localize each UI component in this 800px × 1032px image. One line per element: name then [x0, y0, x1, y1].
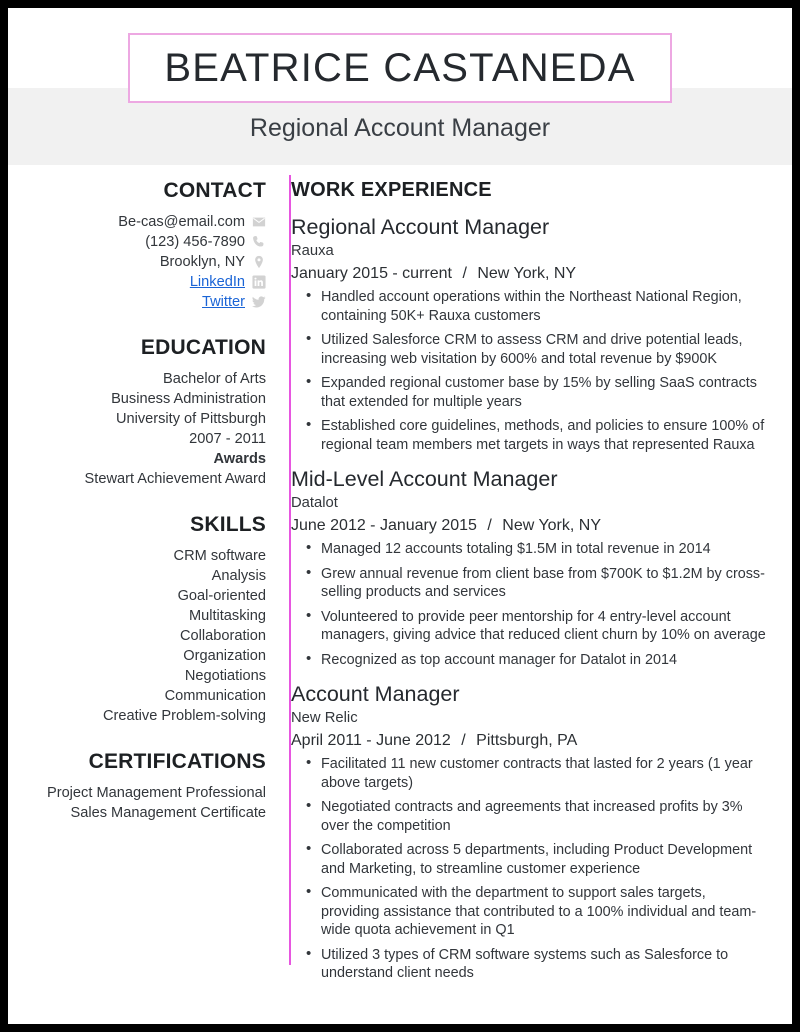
- education-awards-label: Awards: [213, 451, 266, 467]
- section-heading-contact: CONTACT: [163, 179, 266, 202]
- job-bullet-list: [291, 288, 768, 454]
- certification-item: Project Management Professional: [46, 785, 266, 801]
- job-dates: January 2015 - current: [291, 265, 452, 282]
- skill-item: Negotiations: [184, 668, 266, 684]
- skill-item: Goal-oriented: [177, 588, 266, 604]
- job-dates: June 2012 - January 2015: [291, 517, 477, 534]
- job-bullet: • Handled account operations within the Northeast National Region, containing 50K+ Rauxa customers: [321, 288, 768, 325]
- skill-item: Analysis: [211, 568, 266, 584]
- job-company: Rauxa: [291, 243, 334, 259]
- resume-header: [8, 8, 792, 165]
- education-school: University of Pittsburgh: [115, 411, 266, 427]
- contact-item-twitter[interactable]: [22, 292, 266, 312]
- map-pin-icon: [252, 255, 266, 269]
- job-bullet: • Negotiated contracts and agreements that increased profits by 3% over the competition: [321, 798, 768, 835]
- education-award: Stewart Achievement Award: [84, 471, 266, 487]
- section-heading-education: EDUCATION: [140, 336, 266, 359]
- job-meta: [291, 729, 768, 753]
- job-meta-separator: /: [461, 732, 466, 749]
- phone-icon: [252, 235, 266, 249]
- name-box: [128, 33, 672, 103]
- job-bullet: • Grew annual revenue from client base from $700K to $1.2M by cross-selling products and services: [321, 565, 768, 602]
- job-bullet: • Volunteered to provide peer mentorship for 4 entry-level account managers, giving advice that reduced client churn by 10% on average: [321, 608, 768, 645]
- education-dates: 2007 - 2011: [189, 431, 266, 447]
- job-position: Account Manager: [291, 682, 460, 706]
- candidate-name: BEATRICE CASTANEDA: [164, 45, 636, 90]
- contact-email-text: Be-cas@email.com: [118, 214, 245, 230]
- candidate-title: Regional Account Manager: [249, 114, 551, 142]
- skill-item: CRM software: [173, 548, 266, 564]
- contact-item-email: [22, 212, 266, 232]
- job-company: New Relic: [291, 710, 358, 726]
- skill-item: Communication: [164, 688, 266, 704]
- skill-item: Organization: [183, 648, 266, 664]
- job-bullet: • Collaborated across 5 departments, including Product Development and Marketing, to streamline customer experience: [321, 841, 768, 878]
- job-entry: [291, 681, 768, 983]
- column-divider: [289, 175, 291, 965]
- section-heading-work-experience: WORK EXPERIENCE: [291, 179, 492, 201]
- skill-item: Collaboration: [180, 628, 266, 644]
- contact-location-text: Brooklyn, NY: [159, 254, 245, 270]
- job-location: New York, NY: [502, 517, 601, 534]
- contact-phone-text: (123) 456-7890: [145, 234, 245, 250]
- section-heading-skills: SKILLS: [190, 513, 266, 536]
- main-column: [266, 179, 792, 989]
- job-bullet: • Established core guidelines, methods, and policies to ensure 100% of regional team members met targets in ways that represented Rauxa: [321, 417, 768, 454]
- job-meta-separator: /: [462, 265, 467, 282]
- job-company: Datalot: [291, 495, 338, 511]
- job-bullet: • Facilitated 11 new customer contracts that lasted for 2 years (1 year above targets): [321, 755, 768, 792]
- envelope-icon: [252, 215, 266, 229]
- job-meta: [291, 262, 768, 286]
- contact-item-location: [22, 252, 266, 272]
- job-location: Pittsburgh, PA: [476, 732, 578, 749]
- twitter-icon[interactable]: [252, 295, 266, 309]
- job-meta: [291, 514, 768, 538]
- section-heading-certifications: CERTIFICATIONS: [88, 750, 266, 773]
- job-bullet: • Expanded regional customer base by 15% by selling SaaS contracts that extended for multiple years: [321, 374, 768, 411]
- skill-item: Creative Problem-solving: [102, 708, 266, 724]
- skill-item: Multitasking: [188, 608, 266, 624]
- sidebar: [8, 179, 266, 823]
- job-dates: April 2011 - June 2012: [291, 732, 451, 749]
- linkedin-icon[interactable]: [252, 275, 266, 289]
- education-field: Business Administration: [111, 391, 266, 407]
- job-entry: [291, 466, 768, 669]
- job-bullet: • Utilized 3 types of CRM software systems such as Salesforce to understand client needs: [321, 946, 768, 983]
- job-bullet-list: [291, 540, 768, 669]
- job-position: Mid-Level Account Manager: [291, 467, 558, 491]
- job-bullet: • Recognized as top account manager for Datalot in 2014: [321, 651, 768, 670]
- job-location: New York, NY: [477, 265, 577, 282]
- job-bullet: • Utilized Salesforce CRM to assess CRM and drive potential leads, increasing web visitation by 600% and total revenue by $900K: [321, 331, 768, 368]
- job-position: Regional Account Manager: [291, 215, 550, 239]
- job-meta-separator: /: [487, 517, 492, 534]
- contact-item-linkedin[interactable]: [22, 272, 266, 292]
- contact-twitter-link[interactable]: Twitter: [202, 294, 245, 310]
- job-bullet: • Communicated with the department to support sales targets, providing assistance that contributed to a 100% individual and team-wide quota achievement in Q1: [321, 884, 768, 940]
- certification-item: Sales Management Certificate: [70, 805, 266, 821]
- job-bullet: • Managed 12 accounts totaling $1.5M in total revenue in 2014: [321, 540, 768, 559]
- job-entry: [291, 214, 768, 454]
- education-degree: Bachelor of Arts: [162, 371, 266, 387]
- contact-linkedin-link[interactable]: LinkedIn: [189, 274, 245, 290]
- job-bullet-list: [291, 755, 768, 983]
- resume-body: [8, 165, 792, 989]
- contact-item-phone: [22, 232, 266, 252]
